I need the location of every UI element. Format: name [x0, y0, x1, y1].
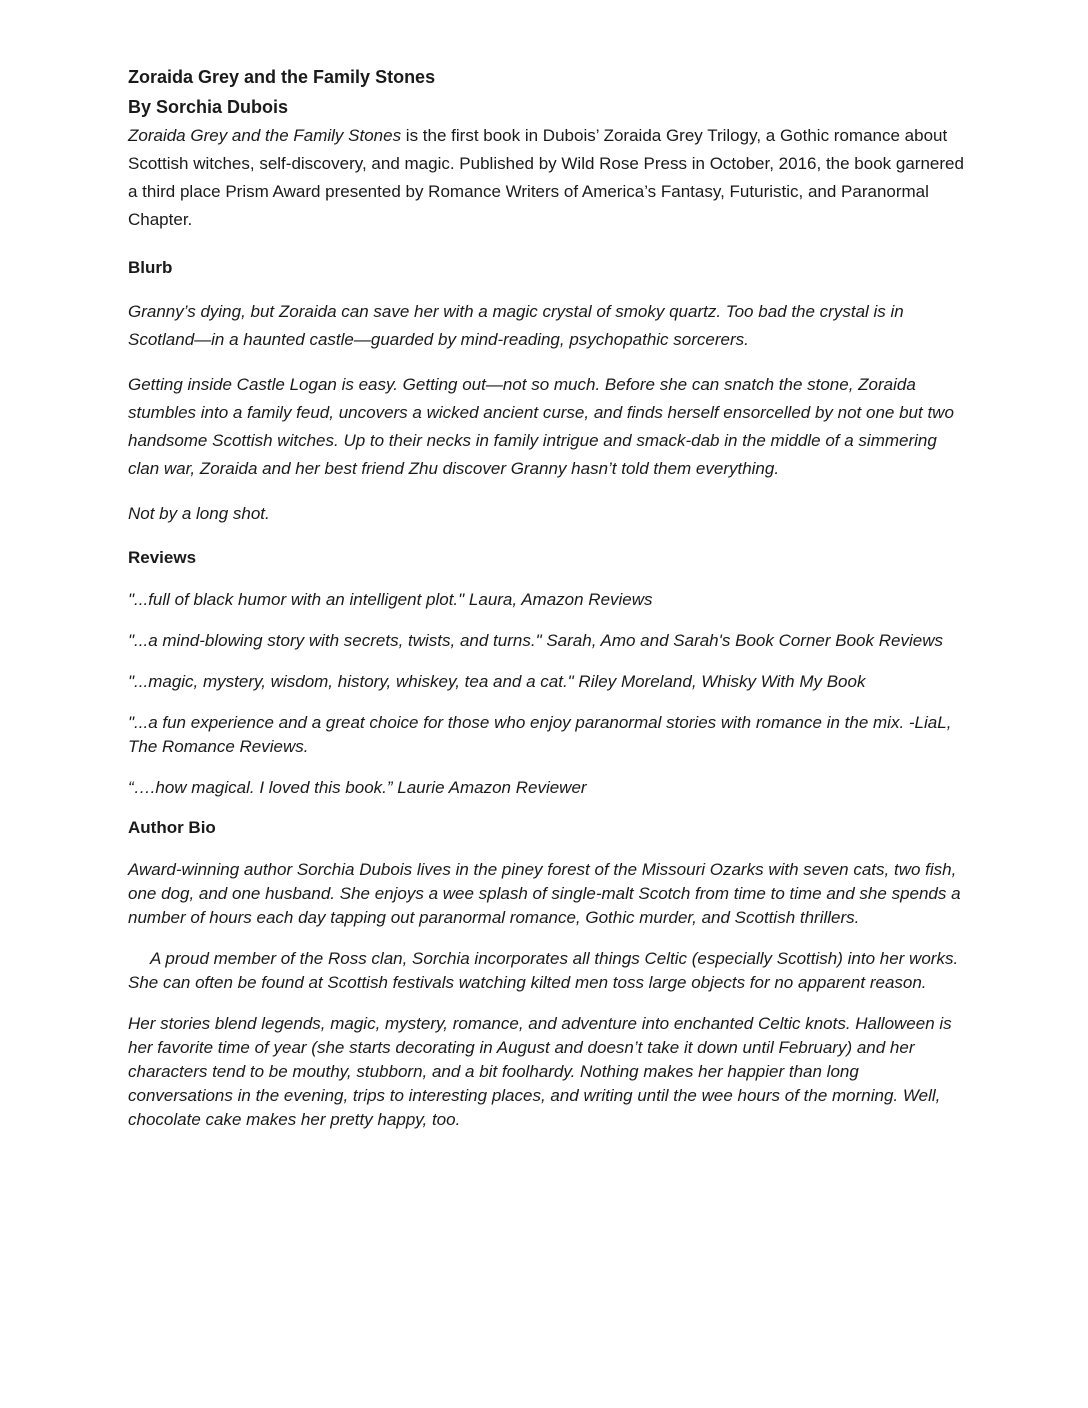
review-item: "...a mind-blowing story with secrets, twists, and turns." Sarah, Amo and Sarah's Book Corner Book Reviews — [128, 631, 943, 650]
review-item: "...full of black humor with an intelligent plot." Laura, Amazon Reviews — [128, 590, 653, 609]
blurb-paragraph-3: Not by a long shot. — [128, 504, 270, 523]
intro-text: is the first book in Dubois’ Zoraida Grey Trilogy, a Gothic romance about Scottish witches, self-discovery, and magic. Published by Wild Rose Press in October, 2016, the book garnered a third place Prism Award presented by Romance Writers of America’s Fantasy, Futuristic, and Paranormal Chapter. — [128, 126, 964, 229]
bio-paragraph-2: A proud member of the Ross clan, Sorchia incorporates all things Celtic (especially Scottish) into her works. She can often be found at Scottish festivals watching kilted men toss large objects for no apparent reason. — [128, 949, 959, 992]
book-title: Zoraida Grey and the Family Stones — [128, 67, 436, 87]
intro-book-title: Zoraida Grey and the Family Stones — [128, 126, 402, 145]
author-bio-heading: Author Bio — [128, 818, 216, 837]
blurb-heading: Blurb — [128, 258, 173, 277]
review-item: “….how magical. I loved this book.” Laurie Amazon Reviewer — [128, 778, 587, 797]
bio-paragraph-3: Her stories blend legends, magic, mystery, romance, and adventure into enchanted Celtic knots. Halloween is her favorite time of year (she starts decorating in August and doesn’t take it down until February) and her characters tend to be mouthy, stubborn, and a bit foolhardy. Nothing makes her happier than long conversations in the evening, trips to interesting places, and writing until the wee hours of the morning. Well, chocolate cake makes her pretty happy, too. — [128, 1014, 952, 1129]
review-item: "...magic, mystery, wisdom, history, whiskey, tea and a cat." Riley Moreland, Whisky With My Book — [128, 672, 866, 691]
bio-paragraph-1: Award-winning author Sorchia Dubois lives in the piney forest of the Missouri Ozarks with seven cats, two fish, one dog, and one husband. She enjoys a wee splash of single-malt Scotch from time to time and she spends a number of hours each day tapping out paranormal romance, Gothic murder, and Scottish thrillers. — [128, 860, 961, 927]
review-item: "...a fun experience and a great choice for those who enjoy paranormal stories with romance in the mix. -LiaL, The Romance Reviews. — [128, 713, 952, 756]
intro-paragraph — [128, 122, 968, 234]
blurb-paragraph-2: Getting inside Castle Logan is easy. Getting out—not so much. Before she can snatch the stone, Zoraida stumbles into a family feud, uncovers a wicked ancient curse, and finds herself ensorcelled by not one but two handsome Scottish witches. Up to their necks in family intrigue and smack-dab in the middle of a simmering clan war, Zoraida and her best friend Zhu discover Granny hasn’t told them everything. — [128, 375, 954, 478]
reviews-heading: Reviews — [128, 548, 197, 567]
author-byline: By Sorchia Dubois — [128, 97, 289, 117]
blurb-paragraph-1: Granny’s dying, but Zoraida can save her with a magic crystal of smoky quartz. Too bad the crystal is in Scotland—in a haunted castle—guarded by mind-reading, psychopathic sorcerers. — [128, 302, 904, 349]
document-page — [128, 62, 968, 1132]
